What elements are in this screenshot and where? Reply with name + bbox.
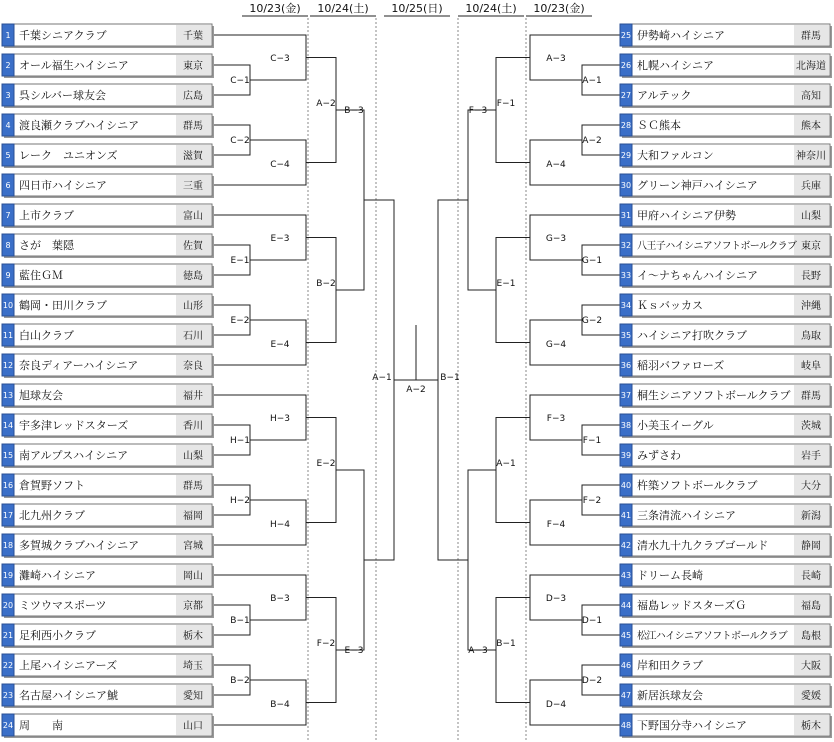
bracket-line <box>530 35 620 80</box>
game-label: B−3 <box>344 106 364 116</box>
team-name: 足利西小クラブ <box>19 629 96 642</box>
team-prefecture: 群馬 <box>183 481 203 492</box>
team-prefecture: 福岡 <box>183 511 203 522</box>
bracket-line <box>496 58 530 163</box>
game-label: E−4 <box>270 340 290 350</box>
team-prefecture: 新潟 <box>801 511 821 522</box>
team-number: 37 <box>620 391 632 400</box>
team-number: 32 <box>620 241 632 250</box>
team-name: さが 葉隠 <box>19 239 74 252</box>
team-name: ＳＣ熊本 <box>637 119 681 132</box>
game-label: E−1 <box>230 256 250 266</box>
team-prefecture: 富山 <box>183 211 203 222</box>
bracket-line <box>212 575 306 620</box>
team-number: 11 <box>2 331 14 340</box>
team-prefecture: 沖縄 <box>801 301 821 312</box>
team-prefecture: 滋賀 <box>183 151 203 162</box>
team-prefecture: 岡山 <box>183 571 203 582</box>
team-prefecture: 高知 <box>801 91 821 102</box>
team-row <box>620 534 832 558</box>
team-prefecture: 山梨 <box>183 451 203 462</box>
team-name: 松江ハイシニアソフトボールクラブ <box>637 631 787 642</box>
team-name: 下野国分寺ハイシニア <box>637 719 747 732</box>
team-number: 27 <box>620 91 632 100</box>
team-prefecture: 福井 <box>183 391 203 402</box>
team-name: 上市クラブ <box>19 209 74 222</box>
game-label: F−2 <box>582 496 602 506</box>
game-label: D−4 <box>545 700 567 710</box>
team-name: グリーン神戸ハイシニア <box>637 179 758 192</box>
game-label: D−1 <box>581 616 603 626</box>
team-row <box>620 144 832 168</box>
team-name: ミツウマスポーツ <box>19 599 107 612</box>
team-prefecture: 愛媛 <box>801 691 821 702</box>
bracket-line <box>212 215 306 260</box>
team-row <box>2 84 214 108</box>
bracket-line <box>530 395 620 440</box>
team-row <box>2 564 214 588</box>
team-number: 31 <box>620 211 632 220</box>
team-prefecture: 大阪 <box>801 661 821 672</box>
team-name: 伊勢崎ハイシニア <box>637 29 725 42</box>
bracket-line <box>212 680 306 725</box>
team-number: 6 <box>5 181 11 190</box>
team-name: 北九州クラブ <box>19 509 85 522</box>
team-number: 43 <box>620 571 632 580</box>
team-prefecture: 兵庫 <box>801 181 821 192</box>
team-prefecture: 栃木 <box>183 631 203 642</box>
team-name: 周 南 <box>19 719 63 732</box>
game-label: H−4 <box>269 520 291 530</box>
team-name: 藍住ＧＭ <box>19 269 63 282</box>
game-label: A−1 <box>582 76 602 86</box>
team-name: Ｋｓバッカス <box>637 299 703 312</box>
team-row <box>620 174 832 198</box>
team-number: 40 <box>620 481 632 490</box>
game-label: B−1 <box>230 616 250 626</box>
team-name: 岸和田クラブ <box>637 659 703 672</box>
team-row <box>2 204 214 228</box>
team-number: 47 <box>620 691 632 700</box>
team-name: 三条清流ハイシニア <box>637 509 736 522</box>
bracket-lines <box>212 35 620 725</box>
team-name: アルテック <box>637 89 692 102</box>
team-row <box>2 534 214 558</box>
team-name: 清水九十九クラブゴールド <box>637 539 769 552</box>
team-name: 大和ファルコン <box>637 149 714 162</box>
game-label: B−3 <box>270 594 290 604</box>
team-row <box>620 324 832 348</box>
team-number: 10 <box>2 301 14 310</box>
team-row <box>2 324 214 348</box>
team-number: 23 <box>2 691 14 700</box>
game-label: A−1 <box>372 373 392 383</box>
team-prefecture: 山形 <box>183 301 203 312</box>
team-row <box>2 24 214 48</box>
team-name: みずさわ <box>637 449 681 462</box>
team-row <box>620 294 832 318</box>
team-number: 22 <box>2 661 14 670</box>
date-final: 10/25(日) <box>391 2 443 15</box>
bracket-line <box>530 215 620 260</box>
game-label: F−4 <box>546 520 566 530</box>
game-label: G−1 <box>581 256 603 266</box>
team-row <box>620 624 832 648</box>
date-right-round1: 10/23(金) <box>533 2 585 15</box>
team-prefecture: 群馬 <box>183 121 203 132</box>
team-number: 14 <box>2 421 14 430</box>
team-row <box>2 714 214 738</box>
team-name: 福島レッドスターズＧ <box>637 599 747 612</box>
bracket-line <box>212 35 306 80</box>
team-number: 19 <box>2 571 14 580</box>
bracket-line <box>468 110 496 290</box>
team-prefecture: 徳島 <box>183 271 203 282</box>
team-number: 35 <box>620 331 632 340</box>
team-number: 24 <box>2 721 14 730</box>
team-number: 17 <box>2 511 14 520</box>
team-prefecture: 東京 <box>801 241 821 252</box>
team-name: 南アルプスハイシニア <box>19 449 129 462</box>
team-prefecture: 宮城 <box>183 541 203 552</box>
team-name: 新居浜球友会 <box>637 689 703 702</box>
game-label: B−1 <box>496 639 516 649</box>
bracket-line <box>212 320 306 365</box>
team-prefecture: 佐賀 <box>183 241 203 252</box>
team-prefecture: 長崎 <box>801 571 821 582</box>
team-prefecture: 静岡 <box>801 541 821 552</box>
team-number: 33 <box>620 271 632 280</box>
team-row <box>620 564 832 588</box>
team-row <box>2 444 214 468</box>
team-row <box>620 384 832 408</box>
team-number: 1 <box>5 31 11 40</box>
team-row <box>2 354 214 378</box>
team-row <box>620 654 832 678</box>
team-row <box>2 174 214 198</box>
team-name: 旭球友会 <box>19 389 63 402</box>
team-row <box>2 294 214 318</box>
team-prefecture: 山口 <box>183 721 203 732</box>
team-row <box>620 414 832 438</box>
game-label: D−3 <box>545 594 567 604</box>
date-left-round2: 10/24(土) <box>317 2 369 15</box>
team-number: 12 <box>2 361 14 370</box>
game-label: B−4 <box>270 700 290 710</box>
date-left-round1: 10/23(金) <box>249 2 301 15</box>
team-name: ハイシニア打吹クラブ <box>637 329 747 342</box>
game-label: H−2 <box>229 496 251 506</box>
team-number: 42 <box>620 541 632 550</box>
team-name: 桐生シニアソフトボールクラブ <box>637 389 791 402</box>
team-number: 7 <box>5 211 11 220</box>
team-prefecture: 神奈川 <box>796 151 826 162</box>
team-row <box>620 354 832 378</box>
team-prefecture: 北海道 <box>796 61 826 72</box>
game-label: H−1 <box>229 436 251 446</box>
team-row <box>2 594 214 618</box>
team-name: 倉賀野ソフト <box>19 479 85 492</box>
team-prefecture: 群馬 <box>801 391 821 402</box>
team-row <box>2 474 214 498</box>
game-label: C−1 <box>230 76 250 86</box>
team-number: 29 <box>620 151 632 160</box>
day-separators <box>308 18 526 740</box>
team-number: 34 <box>620 301 632 310</box>
team-number: 38 <box>620 421 632 430</box>
team-name: 甲府ハイシニア伊勢 <box>637 209 736 222</box>
team-prefecture: 香川 <box>183 421 203 432</box>
bracket-line <box>530 500 620 545</box>
game-label: F−3 <box>546 414 566 424</box>
game-label: F−2 <box>316 639 336 649</box>
team-name: 宇多津レッドスターズ <box>19 419 129 432</box>
bracket-line <box>530 140 620 185</box>
team-prefecture: 奈良 <box>183 361 203 372</box>
team-row <box>620 684 832 708</box>
team-name: 稲羽バファローズ <box>637 359 725 372</box>
game-label: A−2 <box>406 385 426 395</box>
game-label: B−2 <box>230 676 250 686</box>
team-row <box>620 474 832 498</box>
team-prefecture: 鳥取 <box>801 331 821 342</box>
team-name: 奈良ディアーハイシニア <box>19 359 139 372</box>
team-name: 灘崎ハイシニア <box>19 569 96 582</box>
game-label: E−2 <box>230 316 250 326</box>
team-name: 四日市ハイシニア <box>19 179 107 192</box>
game-label: G−4 <box>545 340 567 350</box>
team-name: 呉シルバー球友会 <box>19 89 106 102</box>
game-label: A−2 <box>582 136 602 146</box>
bracket-line <box>212 395 306 440</box>
team-number: 48 <box>620 721 632 730</box>
game-label: D−2 <box>581 676 603 686</box>
bracket-line <box>306 418 336 523</box>
team-name: 八王子ハイシニアソフトボールクラブ <box>637 241 797 252</box>
bracket-line <box>530 680 620 725</box>
team-prefecture: 埼玉 <box>183 661 203 672</box>
team-prefecture: 茨城 <box>801 421 821 432</box>
game-label: E−3 <box>270 234 290 244</box>
team-name: イ～ナちゃんハイシニア <box>637 269 758 282</box>
team-name: 鶴岡・田川クラブ <box>19 299 107 312</box>
team-row <box>620 504 832 528</box>
bracket-line <box>496 418 530 523</box>
team-name: 杵築ソフトボールクラブ <box>637 479 758 492</box>
team-number: 8 <box>5 241 11 250</box>
team-row <box>2 114 214 138</box>
team-number: 15 <box>2 451 14 460</box>
game-label: E−1 <box>496 279 516 289</box>
team-number: 3 <box>5 91 11 100</box>
team-row <box>2 234 214 258</box>
bracket-line <box>530 575 620 620</box>
team-number: 28 <box>620 121 632 130</box>
team-prefecture: 群馬 <box>801 31 821 42</box>
team-row <box>620 24 832 48</box>
team-prefecture: 東京 <box>183 61 203 72</box>
game-label: A−2 <box>316 99 336 109</box>
team-name: 白山クラブ <box>19 329 74 342</box>
team-prefecture: 千葉 <box>183 31 203 42</box>
game-label: C−4 <box>270 160 290 170</box>
team-number: 36 <box>620 361 632 370</box>
game-label: C−3 <box>270 54 290 64</box>
team-number: 5 <box>5 151 11 160</box>
game-label: E−3 <box>344 646 364 656</box>
team-row <box>2 624 214 648</box>
team-prefecture: 福島 <box>801 601 821 612</box>
bracket-line <box>306 598 336 703</box>
game-label: A−3 <box>546 54 566 64</box>
team-number: 21 <box>2 631 14 640</box>
game-label: F−1 <box>496 99 516 109</box>
game-label: G−2 <box>581 316 603 326</box>
game-label: G−3 <box>545 234 567 244</box>
date-header <box>242 1 592 16</box>
team-prefecture: 京都 <box>183 601 203 612</box>
bracket-line <box>530 320 620 365</box>
team-name: 名古屋ハイシニア鯱 <box>19 689 118 702</box>
team-number: 16 <box>2 481 14 490</box>
team-name: 上尾ハイシニアーズ <box>19 659 118 672</box>
game-label: H−3 <box>269 414 291 424</box>
team-row <box>620 54 832 78</box>
team-name: ドリーム長崎 <box>637 569 703 582</box>
team-prefecture: 山梨 <box>801 211 821 222</box>
team-prefecture: 島根 <box>801 631 821 642</box>
team-name: 小美玉イーグル <box>637 419 714 432</box>
team-number: 4 <box>5 121 11 130</box>
team-row <box>620 444 832 468</box>
team-name: レーク ユニオンズ <box>19 149 118 162</box>
bracket-line <box>306 58 336 163</box>
team-row <box>620 204 832 228</box>
bracket-line <box>496 598 530 703</box>
team-number: 45 <box>620 631 632 640</box>
team-row <box>2 684 214 708</box>
team-row <box>2 414 214 438</box>
team-number: 39 <box>620 451 632 460</box>
team-row <box>620 84 832 108</box>
game-label: C−2 <box>230 136 250 146</box>
team-row <box>2 384 214 408</box>
team-number: 18 <box>2 541 14 550</box>
game-label: A−3 <box>468 646 488 656</box>
bracket-line <box>468 470 496 650</box>
bracket-line <box>212 140 306 185</box>
team-prefecture: 広島 <box>183 91 203 102</box>
game-label: B−2 <box>316 279 336 289</box>
bracket-line <box>496 238 530 343</box>
team-prefecture: 愛知 <box>183 691 203 702</box>
game-label: E−2 <box>316 459 336 469</box>
team-number: 9 <box>5 271 11 280</box>
team-number: 46 <box>620 661 632 670</box>
team-prefecture: 熊本 <box>801 121 821 132</box>
bracket-line <box>336 470 364 650</box>
team-row <box>620 594 832 618</box>
game-labels <box>230 54 602 710</box>
date-right-round2: 10/24(土) <box>465 2 517 15</box>
team-prefecture: 大分 <box>801 481 821 492</box>
game-label: B−1 <box>440 373 460 383</box>
team-number: 13 <box>2 391 14 400</box>
team-name: 多賀城クラブハイシニア <box>19 539 140 552</box>
bracket-line <box>306 238 336 343</box>
team-list <box>2 24 832 738</box>
bracket-line <box>212 500 306 545</box>
team-prefecture: 栃木 <box>801 721 821 732</box>
team-number: 41 <box>620 511 632 520</box>
team-row <box>2 504 214 528</box>
team-row <box>620 234 832 258</box>
team-prefecture: 岩手 <box>801 451 821 462</box>
team-number: 2 <box>5 61 11 70</box>
game-label: A−4 <box>546 160 566 170</box>
team-name: オール福生ハイシニア <box>19 59 129 72</box>
team-row <box>2 264 214 288</box>
team-row <box>620 264 832 288</box>
team-number: 30 <box>620 181 632 190</box>
game-label: A−1 <box>496 459 516 469</box>
game-label: F−1 <box>582 436 602 446</box>
team-row <box>2 144 214 168</box>
team-number: 26 <box>620 61 632 70</box>
team-name: 渡良瀬クラブハイシニア <box>19 119 140 132</box>
team-row <box>2 54 214 78</box>
bracket-line <box>336 110 364 290</box>
team-number: 20 <box>2 601 14 610</box>
team-prefecture: 長野 <box>801 271 821 282</box>
team-number: 44 <box>620 601 632 610</box>
team-number: 25 <box>620 31 632 40</box>
team-prefecture: 三重 <box>183 181 203 192</box>
team-row <box>620 114 832 138</box>
team-prefecture: 石川 <box>183 331 203 342</box>
game-label: F−3 <box>468 106 488 116</box>
team-name: 千葉シニアクラブ <box>19 29 107 42</box>
team-row <box>2 654 214 678</box>
team-name: 札幌ハイシニア <box>637 59 714 72</box>
team-row <box>620 714 832 738</box>
team-prefecture: 岐阜 <box>801 361 821 372</box>
